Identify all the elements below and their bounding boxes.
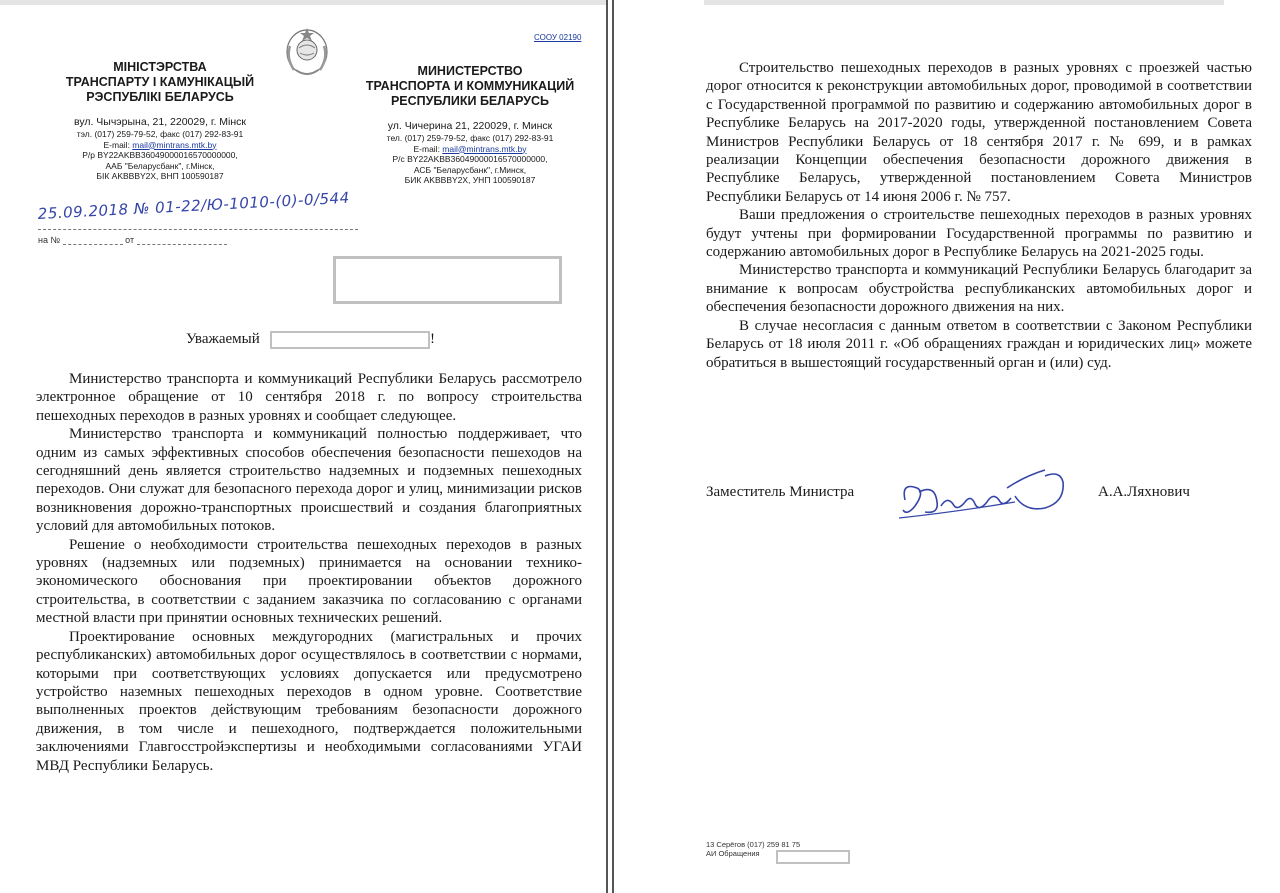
ministry-name-by <box>40 60 280 105</box>
page-border <box>606 0 608 893</box>
bank-account: Р/с BY22AKBB36049000016570000000, <box>392 154 548 164</box>
ministry-address: вул. Чычэрына, 21, 220029, г. Мiнск <box>73 116 247 128</box>
document-tag: АИ Обращения <box>706 848 760 858</box>
ministry-address: ул. Чичерина 21, 220029, г. Минск <box>387 120 553 132</box>
ministry-name-line: МИНИСТЕРСТВО <box>417 64 523 78</box>
bank-bik: БИК AKBBBY2X, УНП 100590187 <box>404 175 536 185</box>
redacted-footer <box>776 850 850 864</box>
email-label: E-mail: <box>413 143 443 154</box>
paragraph: Министерство транспорта и коммуникаций Республики Беларусь благодарит за внимание к вопросам обустройства республиканских автомобильных дорог и обеспечения безопасности дорожного движения на них. <box>706 262 1252 316</box>
ministry-name-line: РЕСПУБЛИКИ БЕЛАРУСЬ <box>390 94 550 108</box>
registration-underline <box>38 229 358 231</box>
redacted-addressee <box>333 256 562 304</box>
paragraph: Министерство транспорта и коммуникаций Республики Беларусь рассмотрело электронное обращение от 10 сентября 2018 г. по вопросу строительства пешеходных переходов в разных уровнях и сообщает следующее. <box>36 371 582 424</box>
letter-body-part-1 <box>36 370 582 775</box>
paragraph: Решение о необходимости строительства пешеходных переходов в разных уровнях (надземных или подземных) принимается на основании технико-экономического обоснования при проектировании объектов дорожного строительства, в соответствии с заданием заказчика по согласованию с органами местной власти при принятии основных технических решений. <box>36 536 582 627</box>
email-label: E-mail: <box>103 139 133 150</box>
ministry-phone: тел. (017) 259-79-52, факс (017) 292-83-91 <box>386 133 554 143</box>
ministry-name-line: ТРАНСПАРТУ I КАМУНIКАЦЫЙ <box>65 75 255 89</box>
executor-phone: 13 Серёгов (017) 259 81 75 <box>706 840 801 849</box>
signature-icon <box>895 462 1075 532</box>
salutation-end: ! <box>430 331 435 347</box>
salutation: Уважаемый <box>186 331 260 347</box>
paragraph: Министерство транспорта и коммуникаций полностью поддерживает, что одним из самых эффективных способов обеспечения безопасности пешеходов на сегодняшний день является строительство надземных и подземных пешеходных переходов. Они служат для безопасного перехода дорог и улиц, минимизации рисков возникновения дорожно-транспортных происшествий и создания благоприятных условий для автомобильных потоков. <box>36 426 582 535</box>
bank-account: Р/р BY22AKBB36049000016570000000, <box>82 150 238 160</box>
reference-from-label: от <box>125 235 135 245</box>
ministry-phone: тэл. (017) 259-79-52, факс (017) 292-83-91 <box>76 129 244 139</box>
redacted-name <box>270 331 430 349</box>
signatory-title: Заместитель Министра <box>706 484 855 500</box>
ministry-email <box>40 140 280 151</box>
paragraph: Ваши предложения о строительстве пешеходных переходов в разных уровнях будут учтены при формировании Государственной программы по развитию и содержанию автомобильных дорог в Республике Беларусь на 2021-2025 годы. <box>706 207 1252 261</box>
email-link[interactable]: mail@mintrans.mtk.by <box>132 139 217 150</box>
paragraph: Строительство пешеходных переходов в разных уровнях с проезжей частью дорог относится к реконструкции автомобильных дорог, проводимой в соответствии с Государственной программой по развитию и содержанию автомобильных дорог в Республике Беларусь на 2017-2020 годы, утвержденной постановлением Совета Министров Республики Беларусь от 18 сентября 2017 г. № 699, и в рамках реализации Концепции обеспечения безопасности дорожного движения в Республике Беларусь, утвержденной постановлением Совета Министров Республики Беларусь от 14 июня 2006 г. № 757. <box>706 60 1252 205</box>
bank-name: АСБ "Беларусбанк", г.Минск, <box>413 164 527 175</box>
paragraph: В случае несогласия с данным ответом в соответствии с Законом Республики Беларусь от 18 июля 2011 г. «Об обращениях граждан и юридических лиц» можете обратиться в вышестоящий государственный орган и (или) суд. <box>706 317 1252 371</box>
scan-edge <box>704 0 1224 5</box>
ministry-name-line: МIНIСТЭРСТВА <box>113 60 207 74</box>
state-emblem-icon <box>282 24 332 80</box>
ministry-email <box>350 144 590 155</box>
registration-number: 25.09.2018 № 01-22/Ю-1010-(0)-0/544 <box>37 188 351 223</box>
letter-body-part-2 <box>706 59 1252 372</box>
bank-bik: БIК AKBBBY2X, ВНП 100590187 <box>96 171 224 181</box>
scan-edge <box>0 0 606 5</box>
ministry-name-line: РЭСПУБЛIКI БЕЛАРУСЬ <box>86 90 234 104</box>
ministry-name-line: ТРАНСПОРТА И КОММУНИКАЦИЙ <box>365 79 575 93</box>
signatory-name: А.А.Ляхнович <box>1098 484 1190 500</box>
reference-blank <box>137 235 227 245</box>
ministry-name-ru <box>350 64 590 109</box>
form-code: СООУ 02190 <box>534 33 582 42</box>
reference-line <box>38 235 227 245</box>
reference-blank <box>63 235 123 245</box>
email-link[interactable]: mail@mintrans.mtk.by <box>442 143 527 154</box>
ministry-header-ru <box>350 64 590 186</box>
reference-label: на № <box>38 235 61 245</box>
paragraph: Проектирование основных междугородних (магистральных и прочих республиканских) автомобильных дорог осуществлялось в соответствии с нормами, которыми при соответствующих условиях допускается или предусмотрено устройство наземных пешеходных переходов в одном уровне. Соответствие выполненных проектов действующим требованиям безопасности дорожного движения, в том числе и пешеходного, подтверждается положительными заключениями Главгосстройэкспертизы и необходимыми согласованиями УГАИ МВД Республики Беларусь. <box>36 628 582 774</box>
ministry-header-by <box>40 60 280 182</box>
bank-name: ААБ "Беларусбанк", г.Мiнск, <box>105 160 215 171</box>
